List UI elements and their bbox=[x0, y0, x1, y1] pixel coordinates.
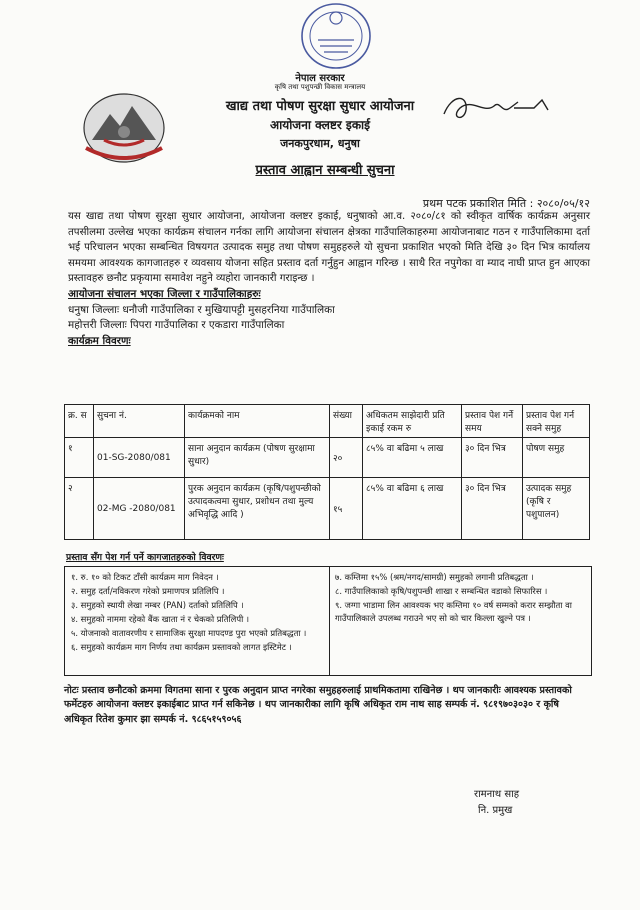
list-item: ७. कम्तिमा १५% (श्रम/नगद/सामग्री) समुहको लगानी प्रतिबद्धता । bbox=[335, 572, 534, 582]
documents-divider bbox=[329, 567, 330, 675]
list-item: १. रु. १० को टिकट टाँसी कार्यक्रम माग निवेदन । bbox=[71, 572, 219, 582]
cell-name: पुरक अनुदान कार्यक्रम (कृषि/पशुपन्छीको उत्पादकत्वमा सुधार, प्रशोधन तथा मुल्य अभिवृद्धि आदि ) bbox=[185, 478, 330, 540]
program-label: कार्यक्रम विवरणः bbox=[68, 334, 131, 347]
documents-right-list bbox=[335, 571, 585, 626]
notice-title: प्रस्ताव आह्वान सम्बन्धी सुचना bbox=[255, 163, 395, 178]
col-header-notice: सुचना नं. bbox=[94, 405, 185, 438]
office-seal-icon bbox=[296, 0, 376, 72]
cell-amount: ८५% वा बढिमा ५ लाख bbox=[363, 438, 462, 478]
area-dhanusha: धनुषा जिल्लाः धनौजी गाउँपालिका र मुखियापट्टी मुसहरनिया गाउँपालिका bbox=[68, 303, 335, 316]
list-item: ५. योजनाको वातावरणीय र सामाजिक सुरक्षा मापदण्ड पुरा भएको प्रतिबद्धता । bbox=[71, 628, 307, 638]
cell-time: ३० दिन भित्र bbox=[462, 438, 523, 478]
col-header-amount: अधिकतम साझेदारी प्रति इकाई रकम रु bbox=[363, 405, 462, 438]
signatory-name: रामनाथ साह bbox=[474, 789, 520, 800]
cell-sn: २ bbox=[65, 478, 94, 540]
program-table bbox=[64, 404, 590, 540]
publish-date: प्रथम पटक प्रकाशित मिति : २०८०/०५/१२ bbox=[422, 197, 590, 210]
col-header-time: प्रस्ताव पेश गर्ने समय bbox=[462, 405, 523, 438]
table-header-row bbox=[65, 405, 590, 438]
list-item: ३. समुहको स्थायी लेखा नम्बर (PAN) दर्ताको प्रतिलिपि । bbox=[71, 600, 244, 610]
signatory-title: नि. प्रमुख bbox=[478, 805, 513, 816]
cell-time: ३० दिन भित्र bbox=[462, 478, 523, 540]
cell-group: उत्पादक समुह (कृषि र पशुपालन) bbox=[523, 478, 590, 540]
cell-count: १५ bbox=[330, 478, 363, 540]
ministry-name: कृषि तथा पशुपन्छी विकास मन्त्रालय bbox=[274, 83, 366, 91]
note-text: नोटः प्रस्ताव छनौटको क्रममा विगतमा साना र पुरक अनुदान प्राप्त नगरेका समुहहरुलाई प्राथमिकतामा राखिनेछ । थप जानकारीः आवश्यक प्रस्तावको फर्मेटहरु आयोजना क्लष्टर इकाईबाट प्राप्त गर्न सकिनेछ । थप जानकारीका लागि कृषि अधिकृत राम नाथ साह सम्पर्क नं. ९८१९७०३०३० र कृषि अधिकृत रितेश कुमार झा सम्पर्क नं. ९८६५१५९०५६ bbox=[64, 685, 572, 725]
list-item: ६. समुहको कार्यक्रम माग निर्णय तथा कार्यक्रम प्रस्तावको लागत इस्टिमेट । bbox=[71, 642, 292, 652]
cell-group: पोषण समुह bbox=[523, 438, 590, 478]
cell-notice: 02-MG -2080/081 bbox=[94, 478, 185, 540]
col-header-name: कार्यक्रमको नाम bbox=[185, 405, 330, 438]
commission-name: खाद्य तथा पोषण सुरक्षा सुधार आयोजना bbox=[225, 99, 415, 114]
office-address: जनकपुरधाम, धनुषा bbox=[280, 137, 360, 150]
intro-paragraph: यस खाद्य तथा पोषण सुरक्षा सुधार आयोजना, आयोजना क्लष्टर इकाई, धनुषाको आ.व. २०८०/८१ को स्वीकृत वार्षिक कार्यक्रम अनुसार तपसीलमा उल्लेख भएका कार्यक्रम संचालन गर्नका लागि आयोजना संचालन क्षेत्रका गाउँपालिकाहरुमा आयोजनाबाट गठन र गाउँपालिकामा दर्ता भई परिचालन भएका सम्बन्धित विषयगत उत्पादक समुह तथा पोषण समुहहरुले यो सुचना प्रकाशित भएको मिति देखि ३० दिन भित्र कार्यालय समयमा आवश्यक कागजातहरु र व्यवसाय योजना सहित प्रस्ताव दर्ता गर्नुहुन आह्वान गरिन्छ । साथै रित नपुगेका वा म्याद नाघी प्राप्त हुन आएका प्रस्तावहरु छनौट प्रकृयामा समावेश नहुने व्यहोरा जानकारी गराइन्छ । bbox=[68, 211, 590, 285]
col-header-count: संख्या bbox=[330, 405, 363, 438]
table-row bbox=[65, 478, 590, 540]
col-header-group: प्रस्ताव पेश गर्न सक्ने समुह bbox=[523, 405, 590, 438]
cell-count: २० bbox=[330, 438, 363, 478]
documents-box bbox=[64, 566, 592, 676]
list-item: ४. समुहको नाममा रहेको बैंक खाता नं र चेकको प्रतिलिपी । bbox=[71, 614, 250, 624]
notice-body bbox=[68, 209, 590, 349]
cell-name: साना अनुदान कार्यक्रम (पोषण सुरक्षामा सुधार) bbox=[185, 438, 330, 478]
documents-label: प्रस्ताव सँग पेश गर्न पर्ने कागजातहरुको विवरणः bbox=[66, 552, 224, 563]
area-mahottari: महोत्तरी जिल्लाः पिपरा गाउँपालिका र एकडारा गाउँपालिका bbox=[68, 319, 285, 332]
handwritten-signature-icon bbox=[438, 88, 564, 128]
cell-sn: १ bbox=[65, 438, 94, 478]
table-row bbox=[65, 438, 590, 478]
cell-notice: 01-SG-2080/081 bbox=[94, 438, 185, 478]
area-label: आयोजना संचालन भएका जिल्ला र गाउँपालिकाहरुः bbox=[68, 287, 261, 300]
unit-name: आयोजना क्लष्टर इकाई bbox=[269, 118, 371, 132]
documents-left-list bbox=[71, 571, 327, 655]
list-item: २. समुह दर्ता/नविकरण गरेको प्रमाणपत्र प्रतिलिपि । bbox=[71, 586, 225, 596]
country-name: नेपाल सरकार bbox=[295, 73, 345, 84]
cell-amount: ८५% वा बढिमा ६ लाख bbox=[363, 478, 462, 540]
list-item: ८. गाउँपालिकाको कृषि/पशुपन्छी शाखा र सम्बन्धित वडाको सिफारिस । bbox=[335, 586, 548, 596]
list-item: ९. जग्गा भाडामा लिन आवश्यक भए कम्तिमा १० वर्ष सम्मको करार सम्झौता वा गाउँपालिकाले उपलब्ध गराउने भए सो को चार किल्ला खुल्ने पत्र । bbox=[335, 600, 572, 623]
nepal-emblem-icon bbox=[78, 88, 170, 166]
col-header-sn: क्र. स bbox=[65, 405, 94, 438]
